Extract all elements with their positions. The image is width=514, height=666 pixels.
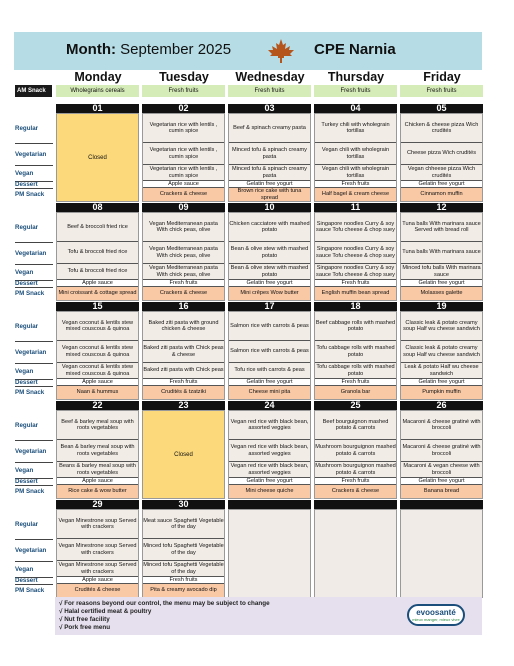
date-number: 08	[56, 203, 139, 212]
meal-snack: Brown rice cake with tuna spread	[229, 188, 310, 201]
meal-snack: Cheese mini pita	[229, 386, 310, 399]
meal-regular: Chicken & cheese pizza Wich crudités	[401, 114, 482, 143]
row-label-pm-snack: PM Snack	[15, 389, 45, 396]
meal-regular: Vegan Mediterranean pasta With chick peas, olive	[143, 213, 224, 242]
day-menu	[142, 113, 225, 202]
meal-dessert: Fresh fruits	[315, 379, 396, 386]
meal-snack: Crackers & cheese	[143, 287, 224, 300]
meal-vegetarian: Salmon rice with carrots & peas	[229, 341, 310, 363]
row-label-vegan: Vegan	[15, 367, 34, 375]
row-divider	[15, 584, 53, 585]
meal-vegetarian: Vegetarian rice with lentils , cumin spice	[143, 143, 224, 165]
meal-dessert: Fresh fruits	[315, 478, 396, 485]
row-label-vegetarian: Vegetarian	[15, 447, 47, 455]
meal-vegetarian: Tofu & broccoli fried rice	[57, 242, 138, 264]
meal-vegan: Leak & potato Half wu cheese sandwich	[401, 363, 482, 379]
day-menu	[56, 212, 139, 301]
row-label-vegan: Vegan	[15, 268, 34, 276]
row-label-regular: Regular	[15, 323, 39, 330]
meal-dessert: Fresh fruits	[315, 280, 396, 287]
logo-text: evoosanté	[416, 608, 456, 617]
closed-day	[142, 410, 225, 499]
meal-dessert: Gelatin free yogurt	[229, 280, 310, 287]
row-divider	[15, 386, 53, 387]
date-number: 11	[314, 203, 397, 212]
empty-day	[314, 509, 397, 598]
meal-regular: Beef & broccoli fried rice	[57, 213, 138, 242]
day-menu	[228, 212, 311, 301]
row-divider	[15, 341, 53, 342]
meal-vegetarian: Tuna balls With marinara sauce	[401, 242, 482, 264]
month-title	[66, 41, 231, 58]
date-number: 22	[56, 401, 139, 410]
meal-vegan: Vegan chili with wholegrain tortillas	[315, 165, 396, 181]
meal-regular: Beef bourguignon mashed potato & carrots	[315, 411, 396, 440]
meal-vegan: Minced tofu Spaghetti Vegetable of the day	[143, 561, 224, 577]
meal-vegetarian: Tofu cabbage rolls with mashed potato	[315, 341, 396, 363]
meal-vegan: Minced tofu balls With marinara sauce	[401, 264, 482, 280]
closed-day	[56, 113, 139, 202]
meal-vegan: Tofu & broccoli fried rice	[57, 264, 138, 280]
meal-vegetarian: Minced tofu & spinach creamy pasta	[229, 143, 310, 165]
date-number: 01	[56, 104, 139, 113]
meal-snack: Cinnamon muffin	[401, 188, 482, 201]
footer-note: √ Pork free menu	[59, 624, 111, 631]
meal-snack: Pita & creamy avocado dip	[143, 584, 224, 597]
meal-dessert: Fresh fruits	[143, 379, 224, 386]
am-snack-monday: Wholegrains cereals	[56, 85, 139, 97]
school-name: CPE Narnia	[314, 41, 396, 58]
evoosante-logo	[407, 604, 465, 626]
date-number: 23	[142, 401, 225, 410]
date-number: 09	[142, 203, 225, 212]
day-menu	[314, 410, 397, 499]
meal-regular: Salmon rice with carrots & peas	[229, 312, 310, 341]
row-label-vegan: Vegan	[15, 565, 34, 573]
meal-vegetarian: Vegan red rice with black bean, assorted veggies	[229, 440, 310, 462]
row-label-dessert: Dessert	[15, 577, 38, 584]
meal-snack: English muffin bean spread	[315, 287, 396, 300]
date-number: 18	[314, 302, 397, 311]
row-label-regular: Regular	[15, 422, 39, 429]
row-label-pm-snack: PM Snack	[15, 488, 45, 495]
row-label-dessert: Dessert	[15, 280, 38, 287]
row-label-dessert: Dessert	[15, 181, 38, 188]
day-menu	[56, 410, 139, 499]
meal-dessert: Apple sauce	[57, 577, 138, 584]
row-label-regular: Regular	[15, 125, 39, 132]
row-label-dessert: Dessert	[15, 478, 38, 485]
day-menu	[228, 113, 311, 202]
row-divider	[15, 287, 53, 288]
meal-vegetarian: Vegan Mediterranean pasta With chick peas, olive	[143, 242, 224, 264]
row-divider	[15, 462, 53, 463]
date-number: 16	[142, 302, 225, 311]
footer-note: √ For reasons beyond our control, the menu may be subject to change	[59, 600, 270, 607]
meal-snack: Molasses galette	[401, 287, 482, 300]
meal-dessert: Apple sauce	[57, 379, 138, 386]
day-menu	[400, 113, 483, 202]
am-snack-label: AM Snack	[15, 85, 52, 97]
date-number: 03	[228, 104, 311, 113]
day-menu	[142, 212, 225, 301]
meal-regular: Singapore noodles Curry & soy sauce Tofu cheese & chop suey	[315, 213, 396, 242]
meal-snack: Pumpkin muffin	[401, 386, 482, 399]
menu-header	[14, 32, 482, 70]
meal-dessert: Fresh fruits	[315, 181, 396, 188]
meal-vegetarian: Vegan Minestrone soup Served with crackers	[57, 539, 138, 561]
meal-regular: Macaroni & cheese gratiné with broccoli	[401, 411, 482, 440]
meal-regular: Baked ziti pasta with ground chicken & cheese	[143, 312, 224, 341]
meal-snack: Crackers & cheese	[143, 188, 224, 201]
date-number-empty	[228, 500, 311, 509]
row-label-vegetarian: Vegetarian	[15, 249, 47, 257]
date-number: 04	[314, 104, 397, 113]
row-label-vegetarian: Vegetarian	[15, 546, 47, 554]
footer-note: √ Nut free facility	[59, 616, 110, 623]
meal-vegetarian: Classic leak & potato creamy soup Half wu cheese sandwich	[401, 341, 482, 363]
meal-snack: Mini crêpes Wow butter	[229, 287, 310, 300]
day-menu	[228, 311, 311, 400]
meal-regular: Beef & spinach creamy pasta	[229, 114, 310, 143]
meal-vegan: Singapore noodles Curry & soy sauce Tofu cheese & chop suey	[315, 264, 396, 280]
meal-snack: Mini croissant & cottage spread	[57, 287, 138, 300]
date-number-empty	[400, 500, 483, 509]
meal-snack: Granola bar	[315, 386, 396, 399]
meal-snack: Half bagel & cream cheese	[315, 188, 396, 201]
day-menu	[228, 410, 311, 499]
day-friday: Friday	[423, 70, 461, 84]
meal-vegetarian: Bean & barley meal soup with roots vegetables	[57, 440, 138, 462]
logo-tagline: mieux manger, mieux vivre	[412, 617, 460, 622]
month-value: September 2025	[120, 41, 232, 58]
day-menu	[142, 311, 225, 400]
meal-vegetarian: Macaroni & cheese gratiné with broccoli	[401, 440, 482, 462]
day-menu	[400, 311, 483, 400]
meal-vegan: Baked ziti pasta with Chick peas	[143, 363, 224, 379]
date-number: 29	[56, 500, 139, 509]
empty-day	[228, 509, 311, 598]
maple-leaf-icon	[267, 38, 295, 64]
meal-vegetarian: Baked ziti pasta with Chick peas & cheese	[143, 341, 224, 363]
meal-vegetarian: Singapore noodles Curry & soy sauce Tofu cheese & chop suey	[315, 242, 396, 264]
row-divider	[15, 561, 53, 562]
row-label-vegan: Vegan	[15, 169, 34, 177]
meal-regular: Vegan red rice with black bean, assorted veggies	[229, 411, 310, 440]
date-number: 26	[400, 401, 483, 410]
row-label-vegetarian: Vegetarian	[15, 150, 47, 158]
am-snack-friday: Fresh fruits	[400, 85, 483, 97]
date-number: 17	[228, 302, 311, 311]
day-menu	[56, 509, 139, 598]
day-menu	[56, 311, 139, 400]
row-divider	[15, 539, 53, 540]
date-number: 30	[142, 500, 225, 509]
day-monday: Monday	[74, 70, 122, 84]
month-label: Month:	[66, 41, 116, 58]
meal-vegan: Vegan Minestrone soup Served with crackers	[57, 561, 138, 577]
meal-vegan: Vegan red rice with black bean, assorted veggies	[229, 462, 310, 478]
meal-snack: Crackers & cheese	[315, 485, 396, 498]
date-number: 15	[56, 302, 139, 311]
meal-vegan: Mushroom bourguignon mashed potato & carrots	[315, 462, 396, 478]
meal-regular: Beef cabbage rolls with mashed potato	[315, 312, 396, 341]
date-number: 02	[142, 104, 225, 113]
row-divider	[15, 143, 53, 144]
meal-regular: Chicken cacciatore with mashed potato	[229, 213, 310, 242]
date-number-empty	[314, 500, 397, 509]
date-number: 12	[400, 203, 483, 212]
am-snack-thursday: Fresh fruits	[314, 85, 397, 97]
row-label-dessert: Dessert	[15, 379, 38, 386]
meal-regular: Meat sauce Spaghetti Vegetable of the day	[143, 510, 224, 539]
day-menu	[400, 212, 483, 301]
footer-note: √ Halal certified meat & poultry	[59, 608, 152, 615]
empty-day	[400, 509, 483, 598]
meal-vegetarian: Mushroom bourguignon mashed potato & carrots	[315, 440, 396, 462]
row-divider	[15, 363, 53, 364]
meal-dessert: Gelatin free yogurt	[401, 280, 482, 287]
meal-vegan: Vegan Mediterranean pasta With chick peas, olive	[143, 264, 224, 280]
meal-regular: Classic leak & potato creamy soup Half wu cheese sandwich	[401, 312, 482, 341]
day-menu	[314, 113, 397, 202]
meal-regular: Vegetarian rice with lentils , cumin spice	[143, 114, 224, 143]
day-menu	[400, 410, 483, 499]
meal-regular: Tuna balls With marinara sauce Served with bread roll	[401, 213, 482, 242]
row-divider	[15, 264, 53, 265]
am-snack-tuesday: Fresh fruits	[142, 85, 225, 97]
menu-footer	[55, 597, 482, 635]
meal-vegetarian: Vegan coconut & lentils stew mixed couscous & quinoa	[57, 341, 138, 363]
meal-dessert: Apple sauce	[57, 478, 138, 485]
meal-dessert: Fresh fruits	[143, 280, 224, 287]
meal-regular: Beef & barley meal soup with roots vegetables	[57, 411, 138, 440]
row-label-pm-snack: PM Snack	[15, 587, 45, 594]
meal-dessert: Gelatin free yogurt	[401, 478, 482, 485]
meal-regular: Vegan coconut & lentils stew mixed couscous & quinoa	[57, 312, 138, 341]
meal-regular: Vegan Minestrone soup Served with crackers	[57, 510, 138, 539]
day-thursday: Thursday	[327, 70, 385, 84]
meal-dessert: Gelatin free yogurt	[229, 478, 310, 485]
row-divider	[15, 485, 53, 486]
date-number: 10	[228, 203, 311, 212]
date-number: 24	[228, 401, 311, 410]
meal-vegan: Beans & barley meal soup with roots vegetables	[57, 462, 138, 478]
meal-vegan: Macaroni & vegan cheese with broccoli	[401, 462, 482, 478]
meal-vegan: Bean & olive stew with mashed potato	[229, 264, 310, 280]
meal-dessert: Gelatin free yogurt	[401, 181, 482, 188]
row-label-vegetarian: Vegetarian	[15, 348, 47, 356]
meal-snack: Banana bread	[401, 485, 482, 498]
day-wednesday: Wednesday	[235, 70, 305, 84]
meal-snack: Naan & hummus	[57, 386, 138, 399]
meal-vegan: Minced tofu & spinach creamy pasta	[229, 165, 310, 181]
day-menu	[314, 311, 397, 400]
meal-regular: Turkey chili with wholegrain tortillas	[315, 114, 396, 143]
day-menu	[142, 509, 225, 598]
row-divider	[15, 165, 53, 166]
row-label-vegan: Vegan	[15, 466, 34, 474]
row-label-regular: Regular	[15, 224, 39, 231]
meal-vegetarian: Vegan chili with wholegrain tortillas	[315, 143, 396, 165]
meal-vegan: Tofu cabbage rolls with mashed potato	[315, 363, 396, 379]
row-label-pm-snack: PM Snack	[15, 290, 45, 297]
day-tuesday: Tuesday	[159, 70, 209, 84]
row-label-regular: Regular	[15, 521, 39, 528]
meal-snack: Rice cake & wow butter	[57, 485, 138, 498]
meal-vegetarian: Cheese pizza Wich crudités	[401, 143, 482, 165]
meal-dessert: Gelatin free yogurt	[229, 379, 310, 386]
day-header-row	[0, 70, 514, 84]
date-number: 25	[314, 401, 397, 410]
am-snack-wednesday: Fresh fruits	[228, 85, 311, 97]
meal-dessert: Gelatin free yogurt	[229, 181, 310, 188]
row-label-pm-snack: PM Snack	[15, 191, 45, 198]
row-divider	[15, 440, 53, 441]
meal-vegan: Vegan coconut & lentils stew mixed couscous & quinoa	[57, 363, 138, 379]
meal-vegetarian: Minced tofu Spaghetti Vegetable of the day	[143, 539, 224, 561]
meal-vegetarian: Bean & olive stew with mashed potato	[229, 242, 310, 264]
meal-dessert: Gelatin free yogurt	[401, 379, 482, 386]
meal-dessert: Apple sauce	[57, 280, 138, 287]
row-divider	[15, 242, 53, 243]
closed-label: Closed	[88, 154, 107, 161]
closed-label: Closed	[174, 451, 193, 458]
date-number: 05	[400, 104, 483, 113]
meal-snack: Crudités & cheese	[57, 584, 138, 597]
meal-dessert: Fresh fruits	[143, 577, 224, 584]
day-menu	[314, 212, 397, 301]
date-number: 19	[400, 302, 483, 311]
meal-dessert: Apple sauce	[143, 181, 224, 188]
meal-snack: Crudités & tzatziki	[143, 386, 224, 399]
meal-vegan: Tofu rice with carrots & peas	[229, 363, 310, 379]
meal-vegan: Vegetarian rice with lentils , cumin spice	[143, 165, 224, 181]
row-divider	[15, 188, 53, 189]
meal-vegan: Vegan chheese pizza Wich crudités	[401, 165, 482, 181]
meal-snack: Mini cheese quiche	[229, 485, 310, 498]
